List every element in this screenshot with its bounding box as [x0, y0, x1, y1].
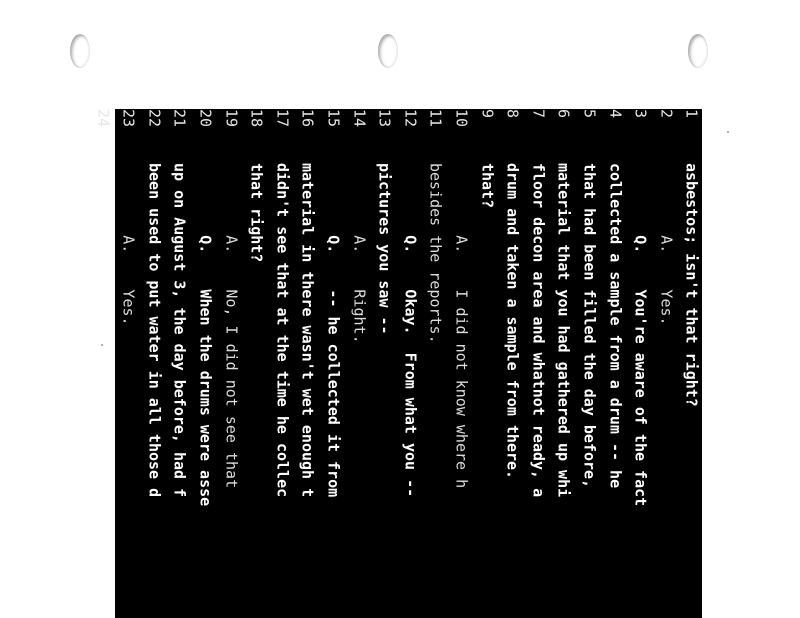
transcript-line: [218, 109, 244, 618]
transcript-line-content: [397, 109, 423, 618]
transcript-line-content: [243, 109, 269, 618]
line-number: 9: [478, 109, 497, 119]
line-text: Q. -- he collected it from: [324, 163, 343, 498]
transcript-line: [474, 109, 500, 618]
transcript-line: [115, 109, 141, 618]
line-text: that right?: [247, 163, 266, 263]
line-text: drum and taken a sample from there.: [503, 163, 522, 480]
line-text: besides the reports.: [426, 163, 445, 344]
punch-hole: [688, 34, 708, 68]
transcript-line: [371, 109, 397, 618]
transcript-line-content: [525, 109, 551, 618]
transcript-line: [525, 109, 551, 618]
line-text: Q. Okay. From what you --: [401, 163, 420, 498]
line-number: 11: [426, 109, 445, 128]
transcript-line-content: [294, 109, 320, 618]
line-number: 22: [145, 109, 164, 128]
line-number: 10: [452, 109, 471, 128]
punch-hole: [378, 34, 398, 68]
transcript-line: [653, 109, 679, 618]
transcript-line-content: [320, 109, 346, 618]
line-number: 15: [324, 109, 343, 128]
punch-hole: [70, 34, 90, 68]
line-text: floor decon area and whatnot ready, a: [529, 163, 548, 498]
transcript-line: [192, 109, 218, 618]
line-number: 18: [247, 109, 266, 128]
line-text: A. I did not know where h: [452, 163, 471, 489]
line-text: that?: [478, 163, 497, 209]
transcript-line-content: [576, 109, 602, 618]
transcript-line: [320, 109, 346, 618]
transcript-line: [678, 109, 704, 618]
transcript-line: [294, 109, 320, 618]
transcript-line: [499, 109, 525, 618]
transcript-line-content: [192, 109, 218, 618]
line-number: 12: [401, 109, 420, 128]
line-text: pictures you saw --: [375, 163, 394, 335]
line-number: 23: [119, 109, 138, 128]
line-text: material that you had gathered up whi: [554, 163, 573, 498]
transcript-line-content: [499, 109, 525, 618]
transcript-line-content: [269, 109, 295, 618]
line-number: 5: [580, 109, 599, 119]
line-number: 21: [170, 109, 189, 128]
line-text: that had been filled the day before,: [580, 163, 599, 489]
line-text: A. Yes.: [119, 163, 138, 326]
transcript-line-content: [602, 109, 628, 618]
line-number: 24: [94, 109, 113, 128]
line-number: 4: [606, 109, 625, 119]
transcript-line-content: [371, 109, 397, 618]
line-text: Q. When the drums were asse: [196, 163, 215, 507]
transcript-line-content: [653, 109, 679, 618]
line-text: material in there wasn't wet enough t: [298, 163, 317, 498]
line-text: Q. You're aware of the fact: [631, 163, 650, 507]
transcript-block: [94, 109, 702, 618]
transcript-line: [141, 109, 167, 618]
transcript-line-content: [678, 109, 704, 618]
transcript-line: [397, 109, 423, 618]
transcript-line-content: [627, 109, 653, 618]
line-number: 16: [298, 109, 317, 128]
transcript-line-content: [218, 109, 244, 618]
line-number: 1: [682, 109, 701, 119]
transcript-line-content: [115, 109, 141, 618]
line-number: 8: [503, 109, 522, 119]
line-number: 17: [273, 109, 292, 128]
transcript-line-content: [448, 109, 474, 618]
transcript-line-content: [90, 109, 116, 618]
transcript-line-content: [474, 109, 500, 618]
line-number: 3: [631, 109, 650, 119]
line-number: 19: [222, 109, 241, 128]
transcript-line-content: [141, 109, 167, 618]
line-text: asbestos; isn't that right?: [682, 163, 701, 407]
transcript-line-content: [166, 109, 192, 618]
transcript-line: [243, 109, 269, 618]
transcript-line: [627, 109, 653, 618]
transcript-line: [576, 109, 602, 618]
line-number: 13: [375, 109, 394, 128]
line-text: didn't see that at the time he collec: [273, 163, 292, 498]
transcript-line-content: [422, 109, 448, 618]
line-number: 2: [657, 109, 676, 119]
transcript-line: [422, 109, 448, 618]
transcript-line: [602, 109, 628, 618]
line-text: up on August 3, the day before, had f: [170, 163, 189, 498]
line-text: been used to put water in all those d: [145, 163, 164, 498]
line-text: collected a sample from a drum -- he: [606, 163, 625, 489]
transcript-line: [346, 109, 372, 618]
transcript-line-content: [550, 109, 576, 618]
line-number: 7: [529, 109, 548, 119]
line-number: 14: [350, 109, 369, 128]
line-number: 20: [196, 109, 215, 128]
scan-speck: [727, 131, 729, 133]
line-number: 6: [554, 109, 573, 119]
transcript-line-content: [346, 109, 372, 618]
transcript-line: [448, 109, 474, 618]
line-text: Q. But no one from General: [94, 163, 113, 498]
line-text: A. Right.: [350, 163, 369, 344]
transcript-line: [90, 109, 116, 618]
transcript-line: [166, 109, 192, 618]
line-text: A. Yes.: [657, 163, 676, 326]
transcript-line: [269, 109, 295, 618]
line-text: A. No, I did not see that: [222, 163, 241, 489]
transcript-line: [550, 109, 576, 618]
